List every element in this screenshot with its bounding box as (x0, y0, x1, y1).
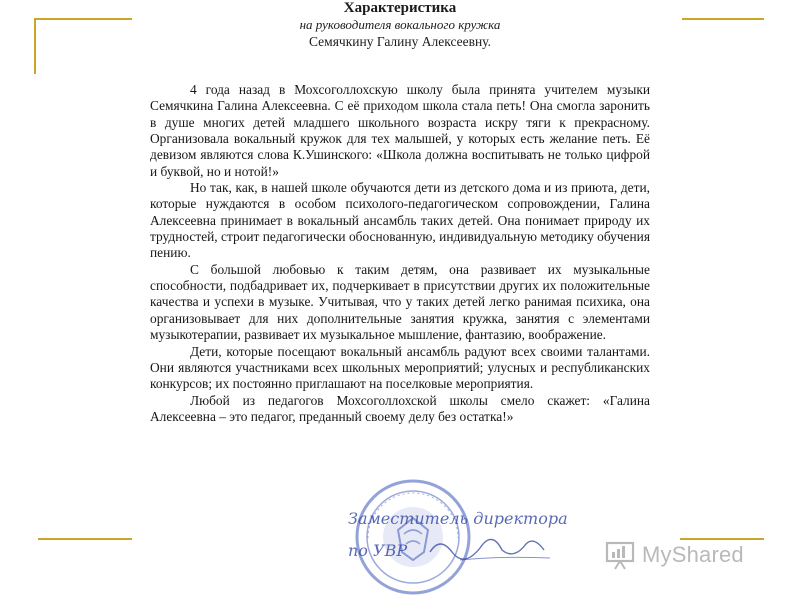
frame-line-top-left (34, 18, 132, 20)
document-heading (140, 0, 660, 51)
paragraph-5: Любой из педагогов Мохсоголлохской школы смело скажет: «Галина Алексеевна – это педагог, преданный своему делу без остатка!» (150, 392, 650, 424)
frame-line-left (34, 18, 36, 74)
frame-line-bottom-left (38, 538, 132, 540)
document-title: Характеристика (343, 0, 457, 16)
signature-line-2: по УВР (348, 541, 408, 560)
paragraph-1: 4 года назад в Мохсоголлохскую школу была принята учителем музыки Семячкина Галина Алексеевна. С её приходом школа стала петь! Она смогла заронить в душе многих детей младшего школьного возраста искру тяги к прекрасному. Организовала вокальный кружок для тех малышей, у которых есть желание петь. Её девизом являются слова К.Ушинского: «Школа должна воспитывать не только цифрой и буквой, но и нотой!» (150, 82, 650, 179)
document-subtitle: на руководителя вокального кружка (299, 17, 501, 32)
letter-body (150, 82, 650, 425)
paragraph-2: Но так, как, в нашей школе обучаются дети из детского дома и из приюта, дети, которые нуждаются в особом психолого-педагогическом сопровождении, Галина Алексеевна принимает в вокальный ансамбль таких детей. Она понимает природу их трудностей, строит педагогически обоснованную, индивидуальную методику обучения пению. (150, 180, 650, 261)
paragraph-4: Дети, которые посещают вокальный ансамбль радуют всех своими талантами. Они являются участниками всех школьных мероприятий; улусных и республиканских конкурсов; их постоянно приглашают на поселковые мероприятия. (150, 343, 650, 392)
person-name: Семячкину Галину Алексеевну. (309, 34, 491, 49)
watermark-text: MyShared (642, 542, 744, 567)
paragraph-3: С большой любовью к таким детям, она развивает их музыкальные способности, подбадривает их, подчеркивает в присутствии других их положительные качества и успехи в музыке. Учитывая, что у таких детей легко ранимая психика, она организовывает для них дополнительные занятия кружка, занятия с элементами музыкотерапии, развивает их музыкальное мышление, фантазию, воображение. (150, 261, 650, 343)
presentation-board-icon (604, 540, 638, 570)
myshared-watermark (604, 538, 744, 572)
signature-line-1: Заместитель директора (348, 509, 568, 528)
frame-line-top-right (682, 18, 764, 20)
